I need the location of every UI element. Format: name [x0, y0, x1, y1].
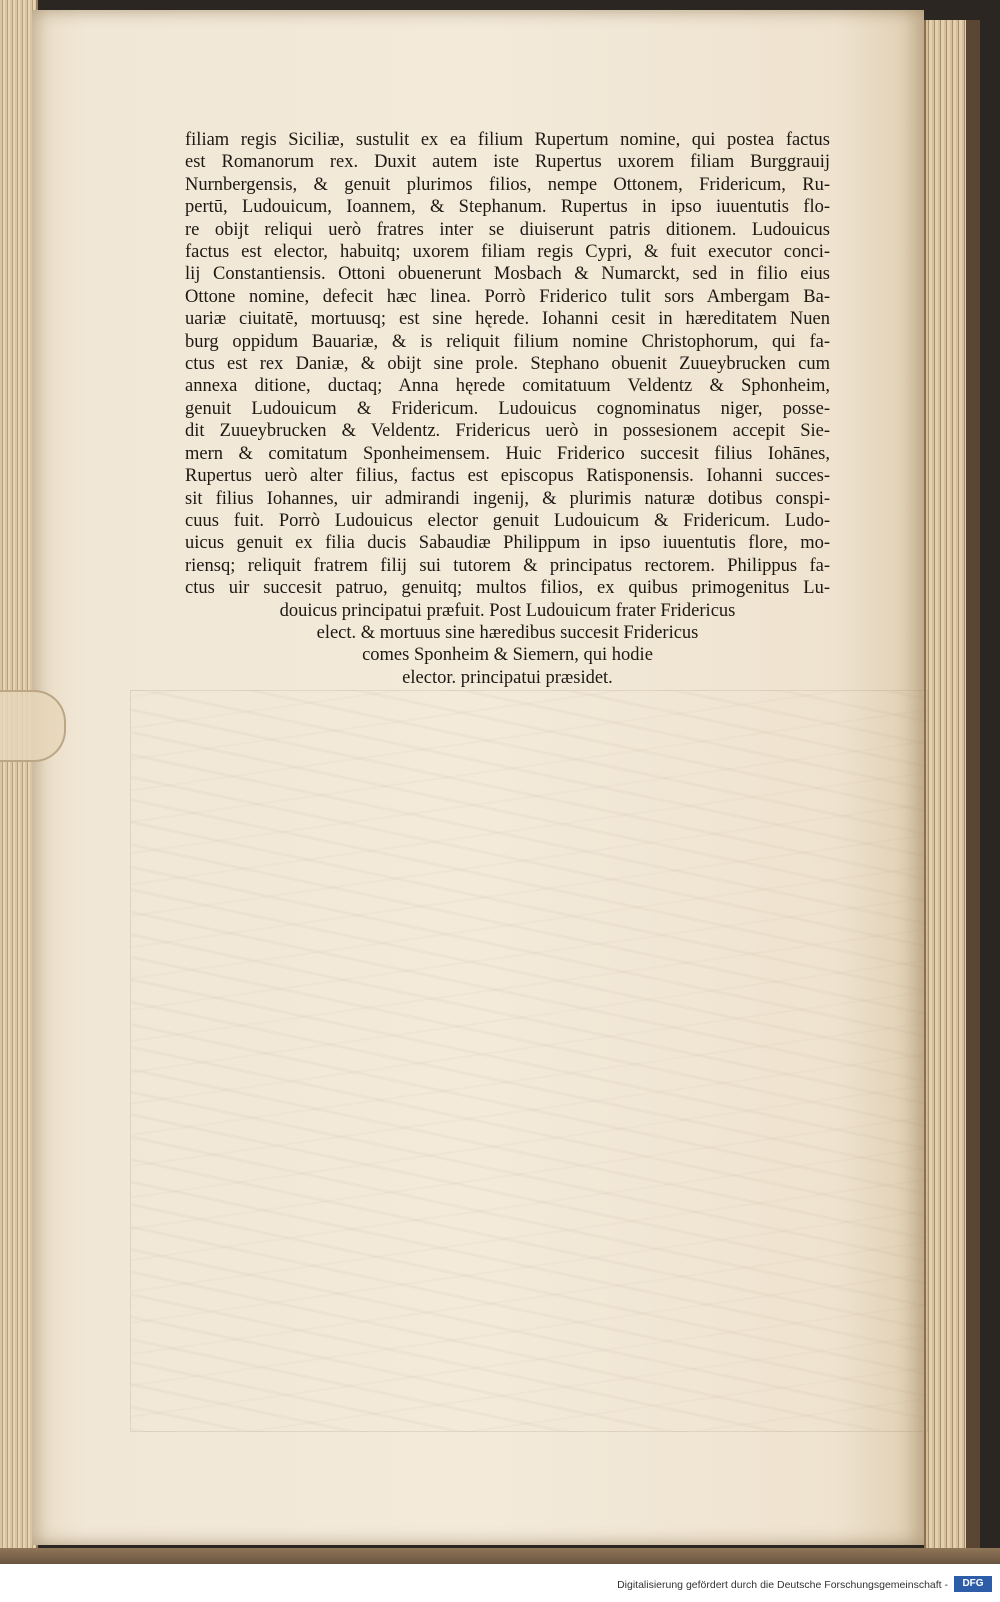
text-line: ctus uir succesit patruo, genuitq; multos filios, ex quibus primogenitus Lu-	[185, 578, 830, 599]
page-clip-tab	[0, 690, 66, 762]
text-line: annexa ditione, ductaq; Anna hęrede comitatuum Veldentz & Sphonheim,	[185, 376, 830, 397]
text-line: est Romanorum rex. Duxit autem iste Rupertus uxorem filiam Burggrauij	[185, 152, 830, 173]
text-line: factus est elector, habuitq; uxorem filiam regis Cypri, & fuit executor conci-	[185, 242, 830, 263]
centered-text-line: douicus principatui præfuit. Post Ludouicum frater Fridericus	[279, 600, 736, 621]
text-line: burg oppidum Bauariæ, & is reliquit filium nomine Christophorum, qui fa-	[185, 331, 830, 352]
right-page-edges	[924, 20, 980, 1550]
text-line: Nurnbergensis, & genuit plurimos filios, nempe Ottonem, Fridericum, Ru-	[185, 174, 830, 195]
text-line: cuus fuit. Porrò Ludouicus elector genuit Ludouicum & Fridericum. Ludo-	[185, 510, 830, 531]
text-line: riensq; reliquit fratrem filij sui tutorem & principatus rectorem. Philippus fa-	[185, 555, 830, 576]
text-line: uicus genuit ex filia ducis Sabaudiæ Philippum in ipso iuuentutis flore, mo-	[185, 533, 830, 554]
centered-text-line: elector. principatui præsidet.	[402, 667, 613, 688]
text-line: re obijt reliqui uerò fratres inter se diuiserunt patris ditionem. Ludouicus	[185, 219, 830, 240]
text-line: Rupertus uerò alter filius, factus est episcopus Ratisponensis. Iohanni succes-	[185, 466, 830, 487]
text-line: genuit Ludouicum & Fridericum. Ludouicus cognominatus niger, posse-	[185, 398, 830, 419]
text-line: ctus est rex Daniæ, & obijt sine prole. Stephano obuenit Zuueybrucken cum	[185, 354, 830, 375]
text-line: lij Constantiensis. Ottoni obuenerunt Mosbach & Numarckt, sed in filio eius	[185, 264, 830, 285]
dfg-logo-icon: DFG	[954, 1576, 992, 1592]
text-line: filiam regis Siciliæ, sustulit ex ea filium Rupertum nomine, qui postea factus	[185, 130, 830, 150]
digitization-footer	[0, 1564, 1000, 1602]
text-line: dit Zuueybrucken & Veldentz. Fridericus uerò in possesionem accepit Sie-	[185, 421, 830, 442]
funding-credit: Digitalisierung gefördert durch die Deutsche Forschungsgemeinschaft -	[617, 1579, 948, 1591]
book-bottom-edge	[0, 1548, 1000, 1564]
text-line: mern & comitatum Sponheimensem. Huic Friderico succesit filius Iohānes,	[185, 443, 830, 464]
text-line: Ottone nomine, defecit hæc linea. Porrò Friderico tulit sors Ambergam Ba-	[185, 286, 830, 307]
centered-text-line: comes Sponheim & Siemern, qui hodie	[362, 645, 653, 666]
latin-text-block	[185, 129, 830, 689]
text-line: pertū, Ludouicum, Ioannem, & Stephanum. Rupertus in ipso iuuentutis flo-	[185, 197, 830, 218]
text-line: uariæ ciuitatē, mortuusq; est sine hęrede. Iohanni cesit in hæreditatem Nuen	[185, 309, 830, 330]
map-showthrough	[130, 690, 928, 1432]
text-line: sit filius Iohannes, uir admirandi ingenij, & plurimis naturæ dotibus conspi-	[185, 488, 830, 509]
centered-text-line: elect. & mortuus sine hæredibus succesit Fridericus	[316, 622, 699, 643]
